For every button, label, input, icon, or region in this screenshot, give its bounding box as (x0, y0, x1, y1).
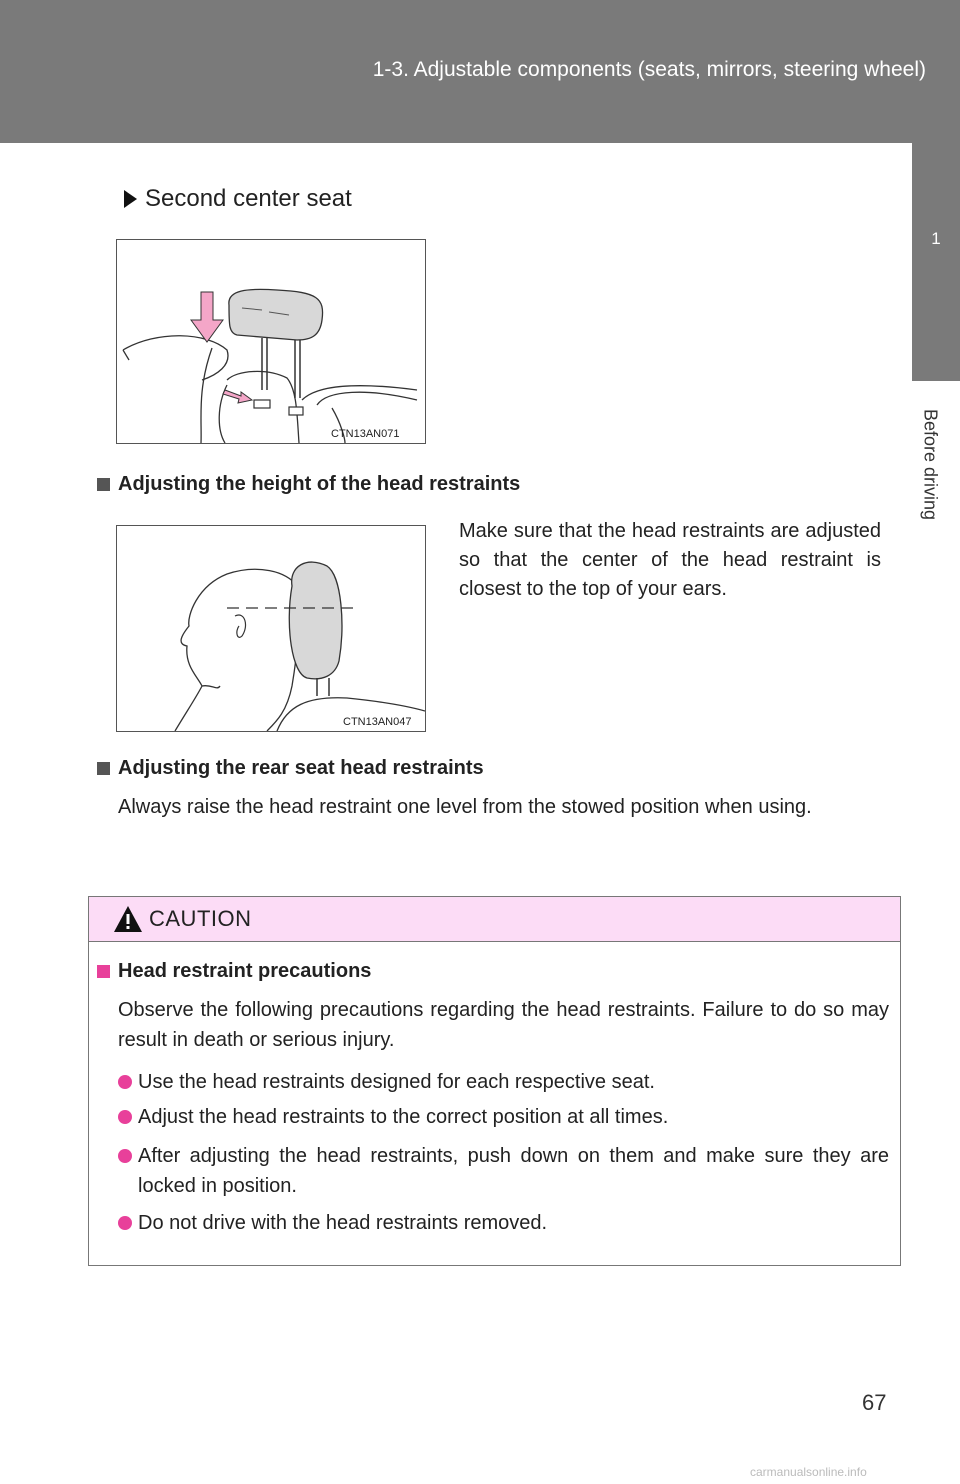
caution-heading-text: Head restraint precautions (118, 960, 372, 982)
figure-head-position (116, 525, 426, 732)
caution-box (88, 896, 901, 1266)
section-heading-rear (97, 757, 484, 780)
square-bullet-icon (97, 478, 110, 491)
bullet-dot-icon (118, 1216, 132, 1230)
caution-bullet (118, 1102, 889, 1132)
bullet-dot-icon (118, 1149, 132, 1163)
section-heading-text: Adjusting the rear seat head restraints (118, 757, 484, 779)
section-heading-height (97, 473, 520, 496)
chapter-label: Before driving (920, 409, 941, 521)
subheading-text: Second center seat (145, 185, 352, 212)
footer-watermark: carmanualsonline.info (750, 1465, 867, 1479)
head-illustration (117, 526, 425, 731)
seat-illustration (117, 240, 425, 443)
subheading (124, 185, 352, 213)
caution-bullet-text: Adjust the head restraints to the correct position at all times. (138, 1106, 669, 1128)
chapter-tab (912, 143, 960, 381)
square-bullet-icon (97, 965, 110, 978)
page-number: 67 (862, 1390, 887, 1415)
rear-instruction: Always raise the head restraint one level from the stowed position when using. (118, 796, 812, 818)
caution-bullet-text: Do not drive with the head restraints removed. (138, 1212, 548, 1234)
caution-heading (97, 960, 371, 983)
figure-seat-head-restraint (116, 239, 426, 444)
triangle-bullet-icon (124, 190, 137, 208)
caution-intro: Observe the following precautions regarding the head restraints. Failure to do so may result in death or serious injury. (118, 999, 889, 1051)
chapter-label-box (906, 390, 954, 540)
figure-code: CTN13AN047 (343, 716, 412, 728)
section-heading-text: Adjusting the height of the head restraints (118, 473, 521, 495)
bullet-dot-icon (118, 1110, 132, 1124)
caution-header (89, 897, 900, 942)
caution-bullet-text: Use the head restraints designed for each respective seat. (138, 1071, 655, 1093)
caution-title: CAUTION (149, 906, 252, 931)
caution-bullet (118, 1208, 889, 1238)
warning-icon (113, 905, 143, 933)
bullet-dot-icon (118, 1075, 132, 1089)
height-instruction: Make sure that the head restraints are adjusted so that the center of the head restraint is closest to the top of your ears. (459, 520, 881, 600)
caution-bullet (118, 1141, 889, 1201)
chapter-title: 1-3. Adjustable components (seats, mirrors, steering wheel) (372, 58, 926, 81)
caution-bullet-text: After adjusting the head restraints, push down on them and make sure they are locked in position. (138, 1145, 889, 1197)
page-header (0, 0, 960, 143)
square-bullet-icon (97, 762, 110, 775)
caution-bullet (118, 1067, 889, 1097)
chapter-number: 1 (931, 229, 941, 248)
figure-code: CTN13AN071 (331, 428, 400, 440)
